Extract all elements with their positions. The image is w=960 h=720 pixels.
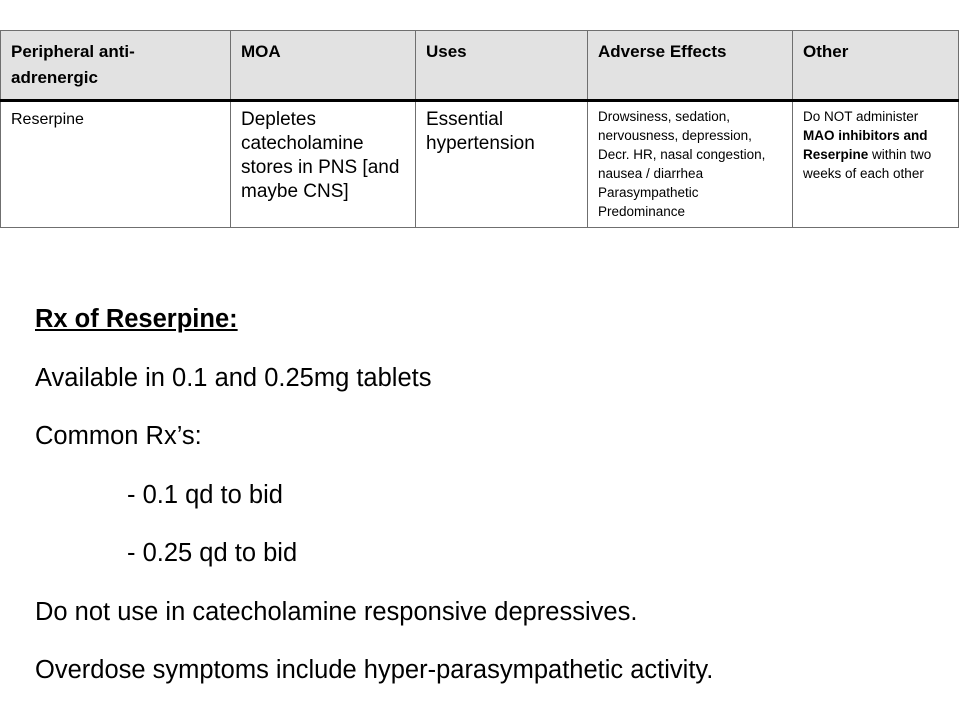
- other-text-1: Do NOT administer: [803, 109, 919, 124]
- availability-line: Available in 0.1 and 0.25mg tablets: [35, 363, 432, 392]
- overdose-line: Overdose symptoms include hyper-parasympathetic activity.: [35, 656, 714, 684]
- cell-drug: Reserpine: [1, 101, 231, 228]
- table-header-row: [1, 31, 959, 101]
- cell-other: [793, 101, 959, 228]
- warning-line: Do not use in catecholamine responsive depressives.: [35, 597, 638, 626]
- cell-adverse-effects: Drowsiness, sedation, nervousness, depression, Decr. HR, nasal congestion, nausea / diarrhea Parasympathetic Predominance: [588, 101, 793, 228]
- header-uses: Uses: [416, 31, 588, 101]
- table-row: [1, 101, 959, 228]
- header-other: Other: [793, 31, 959, 101]
- notes-title: Rx of Reserpine:: [35, 305, 238, 333]
- rx-item: - 0.25 qd to bid: [127, 539, 298, 567]
- drug-table: [0, 30, 959, 228]
- header-moa: MOA: [231, 31, 416, 101]
- header-adverse-effects: Adverse Effects: [588, 31, 793, 101]
- common-rx-label: Common Rx’s:: [35, 422, 202, 450]
- header-drug-class: Peripheral anti-adrenergic: [1, 31, 231, 101]
- rx-notes: [35, 290, 945, 700]
- cell-moa: Depletes catecholamine stores in PNS [and maybe CNS]: [231, 101, 416, 228]
- other-bold-text: MAO inhibitors and Reserpine: [803, 128, 928, 162]
- rx-item: - 0.1 qd to bid: [127, 480, 283, 509]
- cell-uses: Essential hypertension: [416, 101, 588, 228]
- other-text-2: within two weeks of each other: [803, 147, 932, 181]
